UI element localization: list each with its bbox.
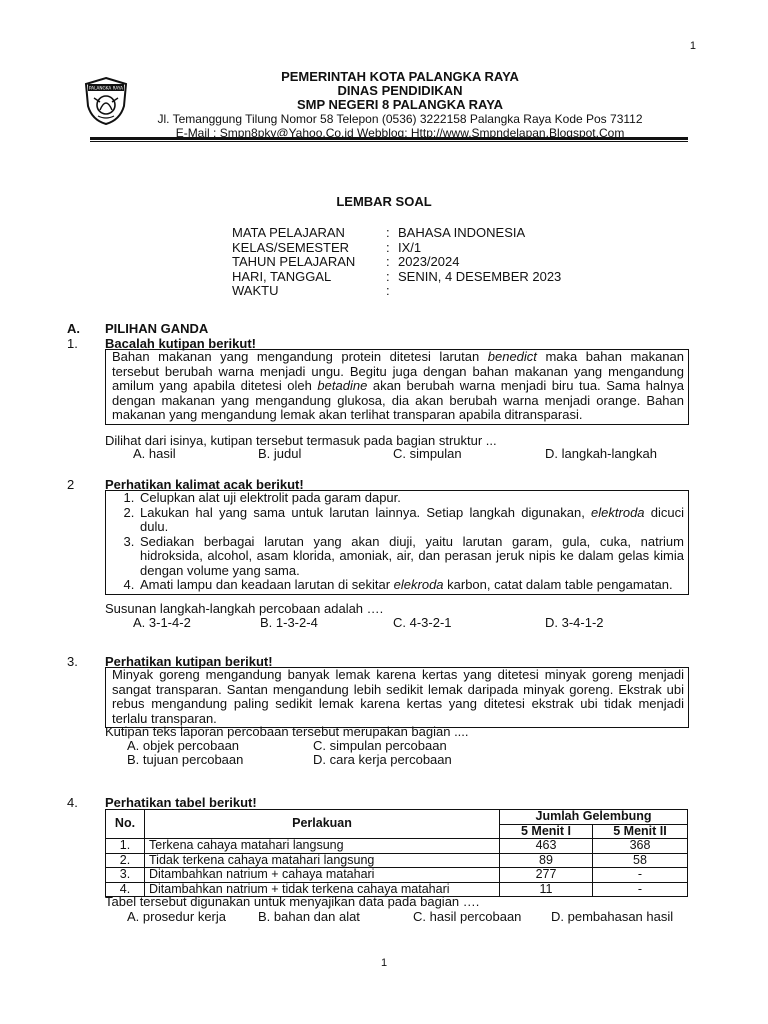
q3-number: 3.	[67, 654, 78, 669]
letterhead-line2: DINAS PENDIDIKAN	[337, 83, 463, 98]
list-item: 3. Sediakan berbagai larutan yang akan diuji, yaitu larutan garam, gula, cuka, natrium hidroksida, alcohol, asam klorida, amoniak, air, dan perasan jeruk nipis ke dalam gelas kimia dengan volume yang sama.	[138, 535, 684, 579]
meta-row: KELAS/SEMESTER : IX/1	[232, 239, 422, 255]
meta-row: HARI, TANGGAL : SENIN, 4 DESEMBER 2023	[232, 268, 562, 284]
q3-question: Kutipan teks laporan percobaan tersebut merupakan bagian ....	[105, 724, 469, 739]
letterhead-divider-thin	[90, 141, 688, 142]
q4-question: Tabel tersebut digunakan untuk menyajikan data pada bagian ….	[105, 894, 480, 909]
q1-question: Dilihat dari isinya, kutipan tersebut termasuk pada bagian struktur ...	[105, 433, 497, 448]
list-item: 2. Lakukan hal yang sama untuk larutan lainnya. Setiap langkah digunakan, elektroda dicuci dulu.	[138, 506, 684, 535]
meta-row: MATA PELAJARAN : BAHASA INDONESIA	[232, 225, 526, 240]
q2-heading: Perhatikan kalimat acak berikut!	[105, 477, 304, 492]
q1-heading: Bacalah kutipan berikut!	[105, 336, 256, 351]
q1-passage-box: Bahan makanan yang mengandung protein ditetesi larutan benedict maka bahan makanan tersebut berubah warna menjadi ungu. Begitu juga dengan bahan makanan yang mengandung amilum yang apabila ditetesi oleh betadine akan berubah warna menjadi biru tua. Sama halnya dengan makanan yang mengandung glukosa, dia akan berubah warna menjadi orange. Bahan makanan yang mengandung lemak akan terlihat transparan apabila ditransparasi.	[105, 349, 689, 425]
q4-option-a[interactable]: A. prosedur kerja	[127, 909, 226, 924]
q1-number: 1.	[67, 336, 78, 351]
meta-row: WAKTU :	[232, 283, 390, 298]
q2-question: Susunan langkah-langkah percobaan adalah ….	[105, 601, 384, 616]
q1-option-d[interactable]: D. langkah-langkah	[545, 446, 658, 461]
q2-option-c[interactable]: C. 4-3-2-1	[393, 615, 452, 630]
q3-option-c[interactable]: C. simpulan percobaan	[313, 738, 447, 753]
q3-heading: Perhatikan kutipan berikut!	[105, 654, 273, 669]
q4-option-c[interactable]: C. hasil percobaan	[413, 909, 522, 924]
q2-option-a[interactable]: A. 3-1-4-2	[133, 615, 191, 630]
q2-steps-box	[105, 490, 689, 595]
q4-number: 4.	[67, 795, 78, 810]
list-item: 4. Amati lampu dan keadaan larutan di sekitar elekroda karbon, catat dalam table pengamatan.	[138, 578, 684, 593]
q4-option-d[interactable]: D. pembahasan hasil	[551, 909, 674, 924]
q1-option-c[interactable]: C. simpulan	[393, 446, 462, 461]
list-item: 1. Celupkan alat uji elektrolit pada garam dapur.	[138, 491, 684, 506]
letterhead-contact: E-Mail : Smpn8pky@Yahoo,Co,id Webblog: Http://www.Smpndelapan.Blogspot.Com	[175, 126, 625, 140]
table-header-no: No.	[106, 810, 145, 839]
meta-row: TAHUN PELAJARAN : 2023/2024	[232, 254, 460, 269]
letterhead	[120, 70, 680, 140]
q1-option-b[interactable]: B. judul	[258, 446, 302, 461]
q3-option-a[interactable]: A. objek percobaan	[127, 738, 240, 753]
page-number-top: 1	[689, 40, 696, 52]
letterhead-line3: SMP NEGERI 8 PALANGKA RAYA	[296, 97, 504, 112]
q3-passage-box: Minyak goreng mengandung banyak lemak karena kertas yang ditetesi minyak goreng menjadi sangat transparan. Santan mengandung lebih sedikit lemak daripada minyak goreng. Ekstrak ubi rebus mengandung paling sedikit lemak karena kertas yang ditetesi ekstrak ubi tidak menjadi terlalu transparan.	[105, 667, 689, 728]
section-heading: A. PILIHAN GANDA	[67, 321, 209, 336]
table-row: 3. Ditambahkan natrium + cahaya matahari 277 -	[106, 868, 688, 883]
table-header-jumlah: Jumlah Gelembung	[500, 810, 688, 825]
table-row: 4. Ditambahkan natrium + tidak terkena cahaya matahari 11 -	[106, 882, 688, 897]
table-row: 2. Tidak terkena cahaya matahari langsung 89 58	[106, 853, 688, 868]
table-header-5menit1: 5 Menit I	[500, 824, 593, 839]
q1-option-a[interactable]: A. hasil	[133, 446, 176, 461]
q2-option-d[interactable]: D. 3-4-1-2	[545, 615, 604, 630]
q3-option-d[interactable]: D. cara kerja percobaan	[313, 752, 452, 767]
page-number-bottom: 1	[380, 957, 388, 969]
table-header-5menit2: 5 Menit II	[593, 824, 688, 839]
letterhead-line1: PEMERINTAH KOTA PALANGKA RAYA	[281, 69, 519, 84]
letterhead-divider-thick	[90, 137, 688, 140]
q4-option-b[interactable]: B. bahan dan alat	[258, 909, 360, 924]
table-row: 1. Terkena cahaya matahari langsung 463 368	[106, 839, 688, 854]
q2-number: 2	[67, 477, 75, 492]
document-title: LEMBAR SOAL	[336, 194, 432, 209]
table-header-perlakuan: Perlakuan	[145, 810, 500, 839]
q4-data-table	[105, 809, 688, 897]
svg-text:PALANGKA RAYA: PALANGKA RAYA	[88, 85, 124, 91]
letterhead-address: Jl. Temanggung Tilung Nomor 58 Telepon (0536) 3222158 Palangka Raya Kode Pos 73112	[157, 112, 643, 126]
exam-meta	[232, 226, 561, 299]
q2-option-b[interactable]: B. 1-3-2-4	[260, 615, 318, 630]
q4-heading: Perhatikan tabel berikut!	[105, 795, 257, 810]
q3-option-b[interactable]: B. tujuan percobaan	[127, 752, 244, 767]
